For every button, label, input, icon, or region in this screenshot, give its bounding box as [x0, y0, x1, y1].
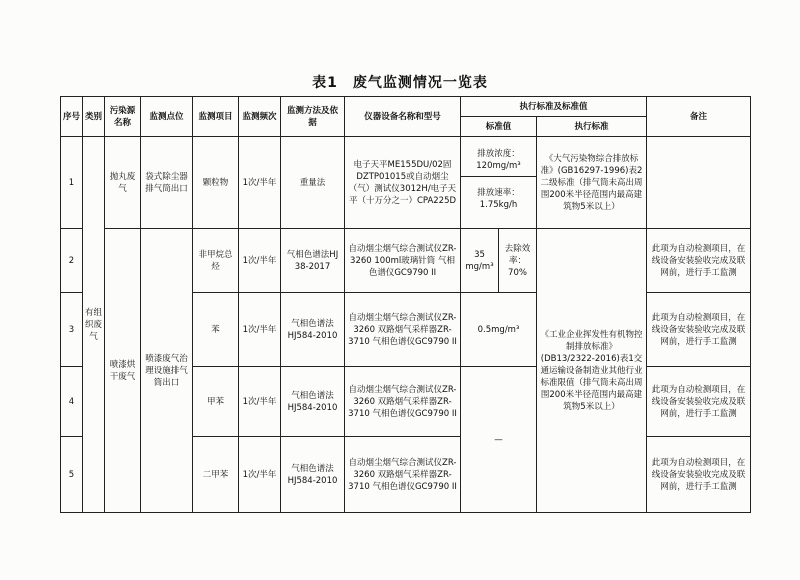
row4-std-value: — — [461, 367, 537, 513]
row4-seq: 4 — [61, 367, 83, 437]
row5-method: 气相色谱法HJ584-2010 — [281, 437, 345, 513]
row3-remark: 此项为自动检测项目，在线设备安装验收完成及联网前，进行手工监测 — [647, 293, 751, 367]
header-category: 类别 — [83, 97, 105, 137]
header-point: 监测点位 — [141, 97, 193, 137]
header-standard-value: 标准值 — [461, 117, 537, 137]
header-item: 监测项目 — [193, 97, 239, 137]
row1-freq: 1次/半年 — [239, 137, 281, 229]
row1-source: 抛丸废气 — [105, 137, 141, 229]
table-row — [61, 137, 751, 229]
row4-instrument: 自动烟尘烟气综合测试仪ZR-3260 双路烟气采样器ZR-3710 气相色谱仪GC9790 II — [345, 367, 461, 437]
row1-remark — [647, 137, 751, 229]
row4-method: 气相色谱法HJ584-2010 — [281, 367, 345, 437]
row2-item: 非甲烷总烃 — [193, 229, 239, 293]
row5-remark: 此项为自动检测项目，在线设备安装验收完成及联网前，进行手工监测 — [647, 437, 751, 513]
header-source: 污染源名称 — [105, 97, 141, 137]
row5-item: 二甲苯 — [193, 437, 239, 513]
row2-method: 气相色谱法HJ 38-2017 — [281, 229, 345, 293]
row3-seq: 3 — [61, 293, 83, 367]
row2-remark: 此项为自动检测项目，在线设备安装验收完成及联网前，进行手工监测 — [647, 229, 751, 293]
group-source: 喷漆烘干废气 — [105, 229, 141, 513]
emission-monitoring-table — [60, 96, 751, 513]
page-title: 表1 废气监测情况一览表 — [312, 75, 488, 91]
table-row — [61, 229, 751, 293]
row4-freq: 1次/半年 — [239, 367, 281, 437]
row1-seq: 1 — [61, 137, 83, 229]
row1-point: 袋式除尘器排气筒出口 — [141, 137, 193, 229]
header-standard-group: 执行标准及标准值 — [461, 97, 647, 117]
row3-std-value: 0.5mg/m³ — [461, 293, 537, 367]
row5-freq: 1次/半年 — [239, 437, 281, 513]
row1-std-rate: 排放速率：1.75kg/h — [477, 188, 520, 210]
row1-item: 颗粒物 — [193, 137, 239, 229]
row3-method: 气相色谱法HJ584-2010 — [281, 293, 345, 367]
header-remark: 备注 — [647, 97, 751, 137]
header-freq: 监测频次 — [239, 97, 281, 137]
row3-freq: 1次/半年 — [239, 293, 281, 367]
row2-freq: 1次/半年 — [239, 229, 281, 293]
row2-seq: 2 — [61, 229, 83, 293]
row1-instrument: 电子天平ME155DU/02固DZTP01015或自动烟尘（气）测试仪3012H/电子天平（十万分之一）CPA225D — [345, 137, 461, 229]
row3-instrument: 自动烟尘烟气综合测试仪ZR-3260 双路烟气采样器ZR-3710 气相色谱仪GC9790 II — [345, 293, 461, 367]
row1-standard: 《大气污染物综合排放标准》(GB16297-1996)表2二级标准（排气筒未高出周围200米半径范围内最高建筑物5米以上） — [537, 137, 647, 229]
row2-instrument: 自动烟尘烟气综合测试仪ZR-3260 100ml玻璃针筒 气相色谱仪GC9790 II — [345, 229, 461, 293]
row1-method: 重量法 — [281, 137, 345, 229]
group-standard: 《工业企业挥发性有机物控制排放标准》(DB13/2322-2016)表1交通运输设备制造业其他行业标准限值（排气筒未高出周围200米半径范围内最高建筑物5米以上） — [537, 229, 647, 513]
row4-item: 甲苯 — [193, 367, 239, 437]
header-standard: 执行标准 — [537, 117, 647, 137]
header-instrument: 仪器设备名称和型号 — [345, 97, 461, 137]
category-cell: 有组织废气 — [83, 137, 105, 513]
row2-std-conc: 35 mg/m³ — [461, 229, 499, 293]
header-method: 监测方法及依据 — [281, 97, 345, 137]
row5-instrument: 自动烟尘烟气综合测试仪ZR-3260 双路烟气采样器ZR-3710 气相色谱仪GC9790 II — [345, 437, 461, 513]
row5-seq: 5 — [61, 437, 83, 513]
group-point: 喷漆废气治理设施排气筒出口 — [141, 229, 193, 513]
header-seq: 序号 — [61, 97, 83, 137]
row3-item: 苯 — [193, 293, 239, 367]
row4-remark: 此项为自动检测项目，在线设备安装验收完成及联网前，进行手工监测 — [647, 367, 751, 437]
row2-std-eff: 去除效率：70% — [499, 229, 537, 293]
row1-std-conc: 排放浓度：120mg/m³ — [461, 144, 536, 177]
